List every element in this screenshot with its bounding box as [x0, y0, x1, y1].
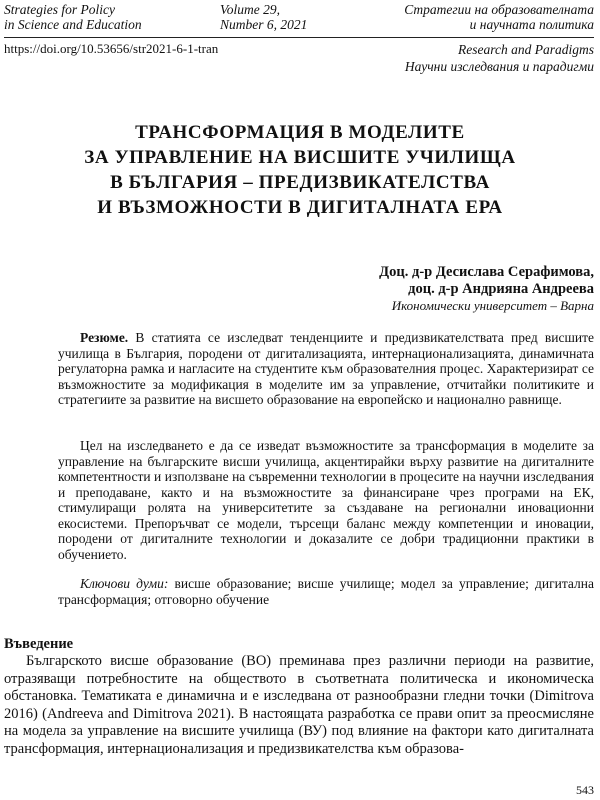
- page-number: 543: [576, 783, 594, 797]
- section-label-en: Research and Paradigms: [458, 42, 594, 57]
- keywords-label: Ключови думи:: [80, 576, 169, 591]
- title-line-2: ЗА УПРАВЛЕНИЕ НА ВИСШИТЕ УЧИЛИЩА: [84, 147, 516, 168]
- abstract-label: Резюме.: [80, 330, 129, 345]
- volume-line-2: Number 6, 2021: [220, 17, 308, 32]
- journal-name-bg: [404, 2, 594, 32]
- volume-line-1: Volume 29,: [220, 2, 280, 17]
- title-line-4: И ВЪЗМОЖНОСТИ В ДИГИТАЛНАТА ЕРА: [97, 197, 503, 218]
- journal-name-line-1: Strategies for Policy: [4, 2, 115, 17]
- keywords-text: висше образование; висше училище; модел за управление; дигитална трансформация; отговорно обучение: [58, 576, 594, 607]
- section-label: [405, 41, 594, 75]
- keywords: [58, 576, 594, 607]
- header-divider: [4, 37, 594, 38]
- doi-link[interactable]: https://doi.org/10.53656/str2021-6-1-tran: [4, 41, 219, 56]
- abstract-paragraph-2: Цел на изследването е да се изведат възможностите за трансформация в моделите за управление на българските висши училища, акцентирайки върху развитие на дигиталните компетентности и използване на съвременни технологии в процесите на научни изследвания и преподаване, както и на възможностите за финансиране чрез програми на ЕК, стимулиращи ролята на университетите за създаване на регионални иновационни екосистеми. Препоръчват се модели, търсещи баланс между компетенции и иновации, породени от дигиталните технологии и доказалите се добри традиционни практики в обучението.: [58, 438, 594, 562]
- abstract-text-1: В статията се изследват тенденциите и предизвикателствата пред висшите училища в България, породени от дигитализацията, интернационализацията, динамичната регулаторна рамка и нагласите на студентите към образователния процес. Характеризират се възможностите за модификация в моделите им за управление, отчитайки политиките и стратегиите за развитие на висшето образование на европейско и национално равнище.: [58, 330, 594, 407]
- intro-heading: Въведение: [4, 636, 74, 652]
- title-line-3: В БЪЛГАРИЯ – ПРЕДИЗВИКАТЕЛСТВА: [110, 172, 490, 193]
- journal-name-line-2: in Science and Education: [4, 17, 142, 32]
- abstract-paragraph-1: [58, 330, 594, 408]
- section-label-bg: Научни изследвания и парадигми: [404, 59, 594, 74]
- journal-name-bg-line-1: Стратегии на образователната: [404, 2, 594, 17]
- title-line-1: ТРАНСФОРМАЦИЯ В МОДЕЛИТЕ: [135, 122, 465, 143]
- author-1: Доц. д-р Десислава Серафимова,: [379, 264, 594, 280]
- authors-block: [379, 264, 594, 314]
- intro-paragraph: Българското висше образование (ВО) преминава през различни периоди на развитие, отразяващи потребностите на обществото в съответната политическа и икономическа обстановка. Тематиката е динамична и е изследвана от разнообразни гледни точки (Dimitrova 2016) (Andreeva and Dimitrova 2021). В настоящата разработка се прави опит за преосмисляне на модела за управление на висшите училища (ВУ) под влияние на фактори като дигиталната трансформация, интернационализация и предизвикателства към образова-: [4, 653, 594, 757]
- article-title: [30, 120, 570, 220]
- volume-info: [220, 2, 307, 32]
- author-2: доц. д-р Андрияна Андреева: [408, 281, 594, 297]
- affiliation: Икономически университет – Варна: [391, 298, 594, 313]
- journal-name-bg-line-2: и научната политика: [469, 17, 594, 32]
- journal-name-en: [4, 2, 142, 32]
